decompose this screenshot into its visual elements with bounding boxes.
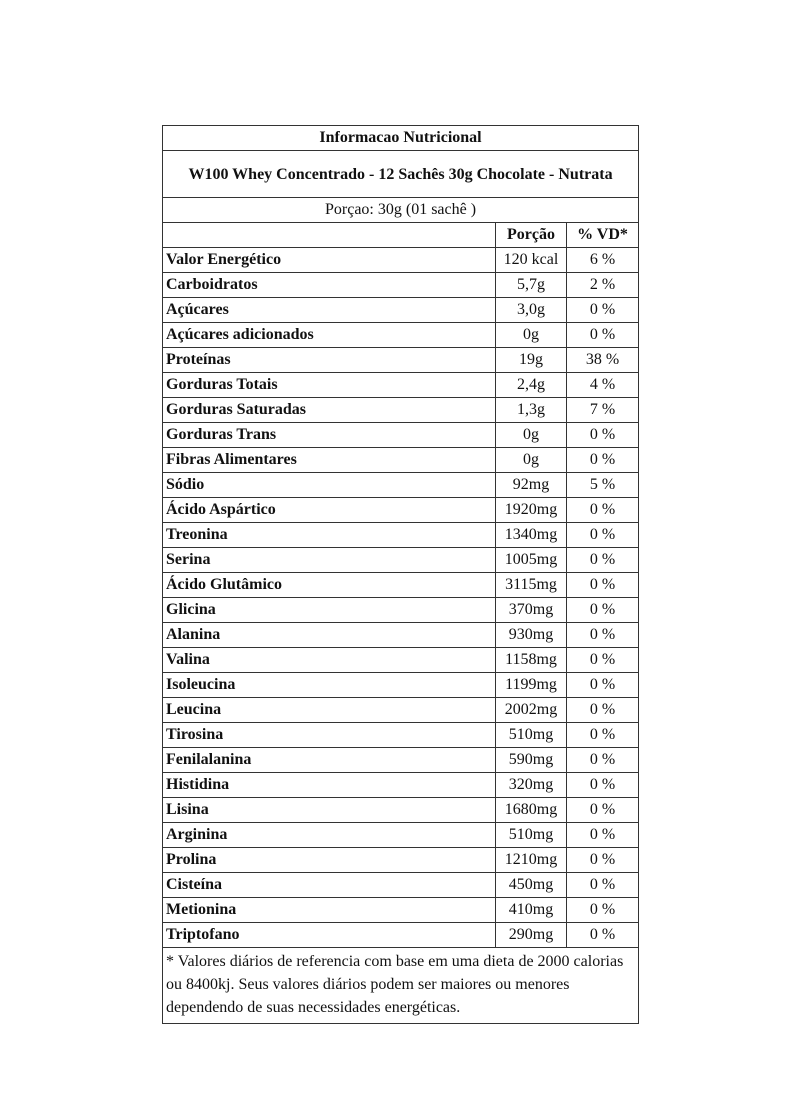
nutrient-name: Tirosina [163, 723, 496, 748]
table-row [163, 423, 639, 448]
nutrient-daily-value: 0 % [567, 873, 639, 898]
nutrient-amount: 1340mg [496, 523, 567, 548]
nutrient-name: Isoleucina [163, 673, 496, 698]
nutrient-name: Alanina [163, 623, 496, 648]
nutrient-amount: 1680mg [496, 798, 567, 823]
nutrient-name: Gorduras Saturadas [163, 398, 496, 423]
nutrient-amount: 1920mg [496, 498, 567, 523]
product-row [163, 151, 639, 198]
nutrient-daily-value: 4 % [567, 373, 639, 398]
nutrient-daily-value: 5 % [567, 473, 639, 498]
nutrient-amount: 1210mg [496, 848, 567, 873]
table-row [163, 498, 639, 523]
nutrient-amount: 1199mg [496, 673, 567, 698]
nutrient-amount: 2,4g [496, 373, 567, 398]
nutrient-daily-value: 0 % [567, 323, 639, 348]
table-row [163, 923, 639, 948]
nutrient-name: Açúcares adicionados [163, 323, 496, 348]
table-row [163, 573, 639, 598]
nutrient-name: Fenilalanina [163, 748, 496, 773]
serving-size: Porçao: 30g (01 sachê ) [163, 198, 639, 223]
nutrient-daily-value: 0 % [567, 623, 639, 648]
nutrient-amount: 370mg [496, 598, 567, 623]
nutrient-name: Arginina [163, 823, 496, 848]
table-row [163, 473, 639, 498]
nutrient-amount: 3,0g [496, 298, 567, 323]
nutrient-amount: 590mg [496, 748, 567, 773]
nutrient-name: Valina [163, 648, 496, 673]
table-row [163, 648, 639, 673]
table-row [163, 698, 639, 723]
table-row [163, 548, 639, 573]
nutrient-amount: 3115mg [496, 573, 567, 598]
nutrient-daily-value: 0 % [567, 898, 639, 923]
nutrient-daily-value: 0 % [567, 573, 639, 598]
nutrient-daily-value: 6 % [567, 248, 639, 273]
table-row [163, 598, 639, 623]
nutrient-daily-value: 0 % [567, 773, 639, 798]
table-row [163, 723, 639, 748]
nutrient-name: Gorduras Trans [163, 423, 496, 448]
table-row [163, 898, 639, 923]
column-header-nutrient [163, 223, 496, 248]
nutrient-name: Triptofano [163, 923, 496, 948]
table-row [163, 873, 639, 898]
table-row [163, 348, 639, 373]
nutrient-daily-value: 0 % [567, 748, 639, 773]
nutrient-amount: 930mg [496, 623, 567, 648]
nutrient-amount: 510mg [496, 723, 567, 748]
table-row [163, 823, 639, 848]
nutrient-amount: 1,3g [496, 398, 567, 423]
nutrient-name: Sódio [163, 473, 496, 498]
nutrient-daily-value: 7 % [567, 398, 639, 423]
nutrient-name: Valor Energético [163, 248, 496, 273]
nutrient-name: Lisina [163, 798, 496, 823]
nutrient-amount: 450mg [496, 873, 567, 898]
nutrient-amount: 290mg [496, 923, 567, 948]
nutrient-name: Fibras Alimentares [163, 448, 496, 473]
nutrient-amount: 2002mg [496, 698, 567, 723]
nutrient-name: Proteínas [163, 348, 496, 373]
table-row [163, 323, 639, 348]
nutrient-daily-value: 0 % [567, 823, 639, 848]
table-row [163, 848, 639, 873]
column-header-row [163, 223, 639, 248]
nutrient-daily-value: 0 % [567, 648, 639, 673]
nutrient-daily-value: 0 % [567, 298, 639, 323]
nutrient-name: Treonina [163, 523, 496, 548]
nutrient-name: Metionina [163, 898, 496, 923]
column-header-dv: % VD* [567, 223, 639, 248]
table-row [163, 298, 639, 323]
nutrient-amount: 5,7g [496, 273, 567, 298]
table-row [163, 398, 639, 423]
table-row [163, 623, 639, 648]
nutrient-daily-value: 0 % [567, 798, 639, 823]
nutrient-daily-value: 0 % [567, 723, 639, 748]
nutrient-daily-value: 0 % [567, 598, 639, 623]
column-header-amount: Porção [496, 223, 567, 248]
nutrient-daily-value: 2 % [567, 273, 639, 298]
nutrition-facts-table [162, 125, 639, 1024]
nutrient-amount: 320mg [496, 773, 567, 798]
serving-row [163, 198, 639, 223]
nutrient-name: Açúcares [163, 298, 496, 323]
nutrient-daily-value: 0 % [567, 523, 639, 548]
table-row [163, 248, 639, 273]
nutrient-daily-value: 0 % [567, 498, 639, 523]
nutrient-amount: 19g [496, 348, 567, 373]
nutrient-amount: 0g [496, 448, 567, 473]
nutrient-amount: 410mg [496, 898, 567, 923]
nutrient-name: Leucina [163, 698, 496, 723]
table-row [163, 673, 639, 698]
nutrient-name: Histidina [163, 773, 496, 798]
nutrient-daily-value: 38 % [567, 348, 639, 373]
nutrient-name: Ácido Aspártico [163, 498, 496, 523]
nutrient-amount: 1158mg [496, 648, 567, 673]
nutrient-daily-value: 0 % [567, 698, 639, 723]
footnote-row [163, 948, 639, 1024]
table-row [163, 373, 639, 398]
nutrient-amount: 0g [496, 323, 567, 348]
nutrient-name: Glicina [163, 598, 496, 623]
nutrient-name: Cisteína [163, 873, 496, 898]
table-row [163, 523, 639, 548]
footnote: * Valores diários de referencia com base em uma dieta de 2000 calorias ou 8400kj. Seus valores diários podem ser maiores ou menores dependendo de suas necessidades energéticas. [163, 948, 639, 1024]
table-title: Informacao Nutricional [163, 126, 639, 151]
nutrient-amount: 510mg [496, 823, 567, 848]
table-row [163, 273, 639, 298]
nutrient-name: Prolina [163, 848, 496, 873]
nutrient-daily-value: 0 % [567, 448, 639, 473]
nutrient-amount: 92mg [496, 473, 567, 498]
nutrient-daily-value: 0 % [567, 548, 639, 573]
nutrient-name: Carboidratos [163, 273, 496, 298]
nutrient-daily-value: 0 % [567, 673, 639, 698]
product-name: W100 Whey Concentrado - 12 Sachês 30g Chocolate - Nutrata [163, 151, 639, 198]
nutrient-name: Ácido Glutâmico [163, 573, 496, 598]
nutrient-daily-value: 0 % [567, 848, 639, 873]
table-row [163, 748, 639, 773]
nutrient-daily-value: 0 % [567, 423, 639, 448]
nutrient-name: Serina [163, 548, 496, 573]
table-row [163, 448, 639, 473]
nutrient-amount: 1005mg [496, 548, 567, 573]
table-row [163, 798, 639, 823]
nutrient-daily-value: 0 % [567, 923, 639, 948]
title-row [163, 126, 639, 151]
nutrient-name: Gorduras Totais [163, 373, 496, 398]
nutrient-amount: 0g [496, 423, 567, 448]
nutrient-amount: 120 kcal [496, 248, 567, 273]
table-row [163, 773, 639, 798]
